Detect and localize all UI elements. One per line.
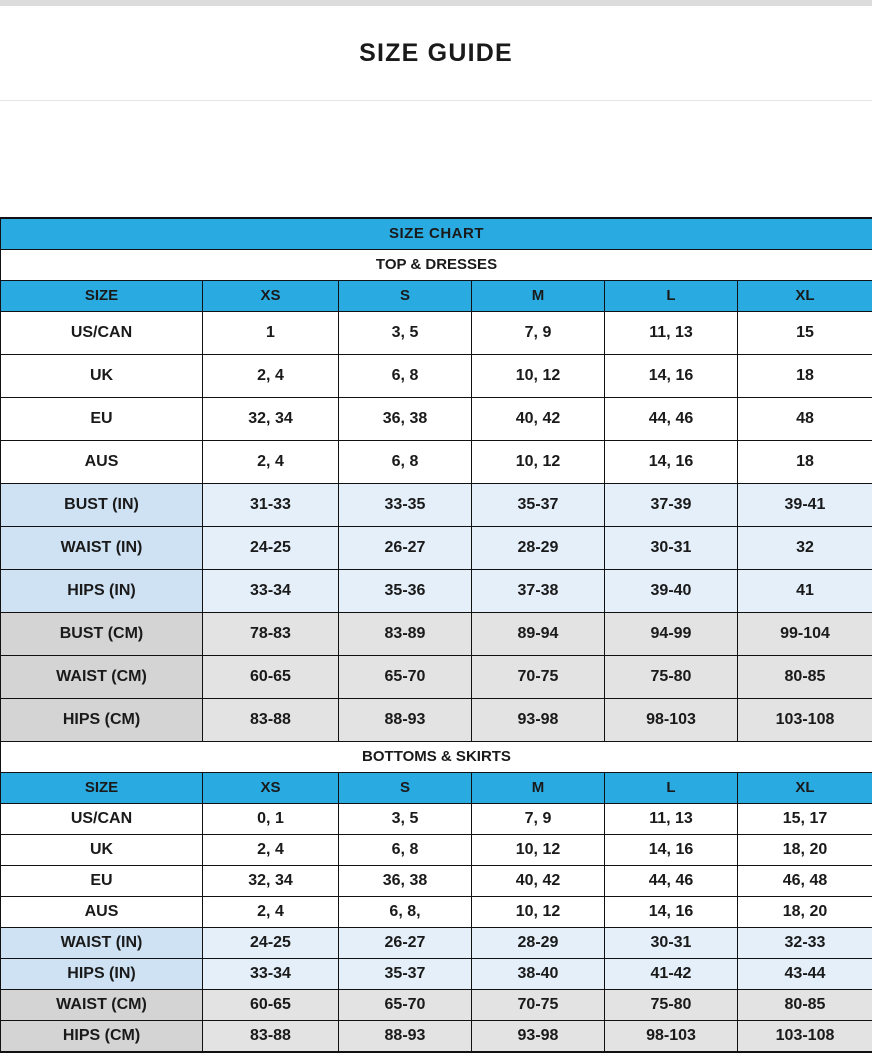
table-cell: 6, 8	[339, 835, 472, 866]
table-cell: 14, 16	[605, 835, 738, 866]
table-cell: 41-42	[605, 959, 738, 990]
table-cell: 39-41	[738, 484, 872, 527]
table-cell: 46, 48	[738, 866, 872, 897]
table-row	[1, 484, 872, 527]
table-cell: 18, 20	[738, 835, 872, 866]
column-header: SIZE	[1, 773, 203, 804]
row-label: EU	[1, 866, 203, 897]
table-cell: 32	[738, 527, 872, 570]
table-cell: 60-65	[203, 990, 339, 1021]
row-label: US/CAN	[1, 804, 203, 835]
table-row	[1, 742, 872, 773]
table-cell: 10, 12	[472, 897, 605, 928]
table-cell: 31-33	[203, 484, 339, 527]
table-cell: 33-34	[203, 959, 339, 990]
table-cell: 14, 16	[605, 897, 738, 928]
chart-banner: SIZE CHART	[1, 218, 872, 250]
table-cell: 44, 46	[605, 866, 738, 897]
table-cell: 98-103	[605, 699, 738, 742]
table-cell: 11, 13	[605, 312, 738, 355]
table-cell: 93-98	[472, 699, 605, 742]
table-cell: 10, 12	[472, 355, 605, 398]
table-cell: 89-94	[472, 613, 605, 656]
table-row	[1, 1021, 872, 1053]
table-cell: 30-31	[605, 527, 738, 570]
table-cell: 75-80	[605, 656, 738, 699]
row-label: HIPS (CM)	[1, 699, 203, 742]
column-header: XS	[203, 773, 339, 804]
table-row	[1, 613, 872, 656]
table-cell: 26-27	[339, 928, 472, 959]
row-label: BUST (CM)	[1, 613, 203, 656]
section-title: TOP & DRESSES	[1, 250, 872, 281]
table-cell: 80-85	[738, 990, 872, 1021]
table-row	[1, 928, 872, 959]
row-label: AUS	[1, 441, 203, 484]
table-cell: 32-33	[738, 928, 872, 959]
column-header: M	[472, 281, 605, 312]
table-cell: 14, 16	[605, 441, 738, 484]
table-cell: 11, 13	[605, 804, 738, 835]
table-cell: 83-89	[339, 613, 472, 656]
table-cell: 7, 9	[472, 312, 605, 355]
table-cell: 48	[738, 398, 872, 441]
table-cell: 33-34	[203, 570, 339, 613]
row-label: UK	[1, 355, 203, 398]
table-cell: 83-88	[203, 1021, 339, 1053]
table-cell: 36, 38	[339, 398, 472, 441]
row-label: WAIST (CM)	[1, 656, 203, 699]
section-title: BOTTOMS & SKIRTS	[1, 742, 872, 773]
table-cell: 15, 17	[738, 804, 872, 835]
table-cell: 70-75	[472, 990, 605, 1021]
table-row	[1, 441, 872, 484]
table-header-row	[1, 281, 872, 312]
table-row	[1, 897, 872, 928]
table-cell: 28-29	[472, 928, 605, 959]
column-header: S	[339, 773, 472, 804]
table-row	[1, 866, 872, 897]
table-row	[1, 990, 872, 1021]
header-spacer	[0, 101, 872, 217]
row-label: HIPS (IN)	[1, 959, 203, 990]
table-row	[1, 835, 872, 866]
table-cell: 70-75	[472, 656, 605, 699]
column-header: XL	[738, 281, 872, 312]
table-cell: 44, 46	[605, 398, 738, 441]
table-cell: 60-65	[203, 656, 339, 699]
table-cell: 99-104	[738, 613, 872, 656]
table-cell: 18	[738, 355, 872, 398]
table-cell: 1	[203, 312, 339, 355]
table-cell: 65-70	[339, 990, 472, 1021]
table-cell: 88-93	[339, 699, 472, 742]
table-cell: 32, 34	[203, 866, 339, 897]
table-row	[1, 250, 872, 281]
table-cell: 38-40	[472, 959, 605, 990]
table-cell: 35-37	[339, 959, 472, 990]
table-cell: 6, 8,	[339, 897, 472, 928]
row-label: WAIST (CM)	[1, 990, 203, 1021]
column-header: SIZE	[1, 281, 203, 312]
row-label: WAIST (IN)	[1, 527, 203, 570]
table-row	[1, 398, 872, 441]
table-cell: 78-83	[203, 613, 339, 656]
table-header-row	[1, 773, 872, 804]
table-cell: 94-99	[605, 613, 738, 656]
table-row	[1, 527, 872, 570]
table-cell: 75-80	[605, 990, 738, 1021]
table-row	[1, 656, 872, 699]
column-header: XL	[738, 773, 872, 804]
page-header	[0, 6, 872, 101]
row-label: AUS	[1, 897, 203, 928]
column-header: L	[605, 773, 738, 804]
table-cell: 41	[738, 570, 872, 613]
table-cell: 6, 8	[339, 355, 472, 398]
column-header: L	[605, 281, 738, 312]
table-cell: 40, 42	[472, 398, 605, 441]
row-label: HIPS (IN)	[1, 570, 203, 613]
table-cell: 3, 5	[339, 312, 472, 355]
table-cell: 3, 5	[339, 804, 472, 835]
table-cell: 98-103	[605, 1021, 738, 1053]
table-cell: 2, 4	[203, 897, 339, 928]
column-header: M	[472, 773, 605, 804]
table-cell: 26-27	[339, 527, 472, 570]
table-cell: 6, 8	[339, 441, 472, 484]
table-cell: 15	[738, 312, 872, 355]
table-row	[1, 218, 872, 250]
table-cell: 2, 4	[203, 355, 339, 398]
table-cell: 30-31	[605, 928, 738, 959]
table-cell: 0, 1	[203, 804, 339, 835]
table-cell: 33-35	[339, 484, 472, 527]
table-cell: 32, 34	[203, 398, 339, 441]
table-cell: 2, 4	[203, 441, 339, 484]
row-label: WAIST (IN)	[1, 928, 203, 959]
table-cell: 37-38	[472, 570, 605, 613]
table-row	[1, 699, 872, 742]
size-chart-table	[0, 217, 872, 1053]
table-cell: 39-40	[605, 570, 738, 613]
table-cell: 35-36	[339, 570, 472, 613]
table-cell: 18, 20	[738, 897, 872, 928]
table-cell: 37-39	[605, 484, 738, 527]
table-row	[1, 804, 872, 835]
table-cell: 10, 12	[472, 441, 605, 484]
table-cell: 10, 12	[472, 835, 605, 866]
table-cell: 88-93	[339, 1021, 472, 1053]
table-cell: 7, 9	[472, 804, 605, 835]
column-header: XS	[203, 281, 339, 312]
table-cell: 103-108	[738, 1021, 872, 1053]
size-chart-container	[0, 217, 872, 1053]
table-cell: 103-108	[738, 699, 872, 742]
table-cell: 24-25	[203, 928, 339, 959]
table-cell: 36, 38	[339, 866, 472, 897]
table-row	[1, 355, 872, 398]
table-cell: 93-98	[472, 1021, 605, 1053]
row-label: HIPS (CM)	[1, 1021, 203, 1053]
row-label: US/CAN	[1, 312, 203, 355]
table-cell: 18	[738, 441, 872, 484]
table-cell: 14, 16	[605, 355, 738, 398]
table-cell: 80-85	[738, 656, 872, 699]
row-label: EU	[1, 398, 203, 441]
table-row	[1, 312, 872, 355]
page-title: SIZE GUIDE	[359, 39, 513, 68]
row-label: UK	[1, 835, 203, 866]
table-cell: 65-70	[339, 656, 472, 699]
table-cell: 2, 4	[203, 835, 339, 866]
table-cell: 28-29	[472, 527, 605, 570]
table-cell: 43-44	[738, 959, 872, 990]
table-cell: 35-37	[472, 484, 605, 527]
row-label: BUST (IN)	[1, 484, 203, 527]
column-header: S	[339, 281, 472, 312]
table-cell: 83-88	[203, 699, 339, 742]
table-cell: 40, 42	[472, 866, 605, 897]
table-cell: 24-25	[203, 527, 339, 570]
table-row	[1, 959, 872, 990]
table-row	[1, 570, 872, 613]
